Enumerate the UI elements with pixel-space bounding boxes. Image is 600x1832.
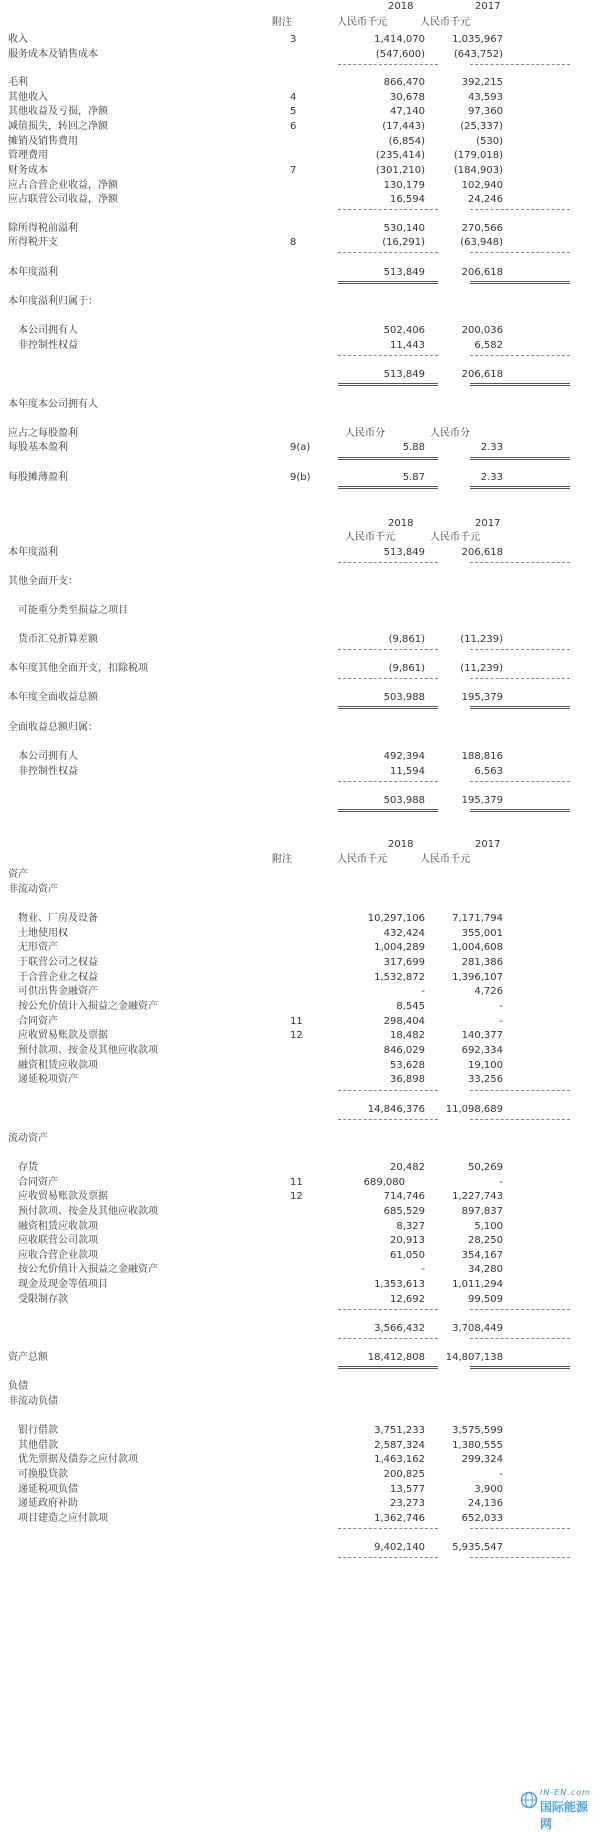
subtotal-rule — [470, 1309, 570, 1310]
bs-row: 无形资产 1,004,289 1,004,608 — [18, 942, 503, 953]
total-rule — [338, 1366, 438, 1369]
bs-header-unit-2018: 人民币千元 — [337, 854, 387, 865]
bs-row: 其他借款 2,587,324 1,380,555 — [18, 1440, 503, 1451]
bs-row: 物业、厂房及设备 10,297,106 7,171,794 — [18, 913, 503, 924]
subtotal-rule — [470, 209, 570, 210]
subtotal-rule — [338, 252, 438, 253]
subtotal-rule — [338, 1309, 438, 1310]
subtotal-rule — [338, 355, 438, 356]
comp-row: 本年度全面收益总额 503,988 195,379 — [8, 692, 503, 703]
subtotal-rule — [338, 1338, 438, 1339]
comp-header-2017: 2017 — [475, 518, 501, 529]
comp-row: 其他全面开支： — [8, 576, 78, 587]
bs-row: 优先票据及债券之应付款项 1,463,162 299,324 — [18, 1454, 503, 1465]
income-row: 服务成本及销售成本 (547,600) (643,752) — [8, 49, 503, 60]
bs-row: 预付款项、按金及其他应收款项 685,529 897,837 — [18, 1206, 503, 1217]
subtotal-rule — [470, 1528, 570, 1529]
income-row: 应占联营公司收益，净额 16,594 24,246 — [8, 194, 503, 205]
watermark-domain: IN-EN.com — [540, 1788, 591, 1797]
income-header-note: 附注 — [272, 17, 292, 28]
total-rule — [338, 457, 438, 460]
bs-header-note: 附注 — [272, 854, 292, 865]
bs-row: 于合营企业之权益 1,532,872 1,396,107 — [18, 972, 503, 983]
income-row: 本年度溢利归属于： — [8, 296, 98, 307]
bs-row: 合同资产 11 298,404 - — [18, 1016, 503, 1027]
bs-row: 14,846,376 11,098,689 — [367, 1104, 503, 1115]
income-row: 财务成本 7 (301,210) (184,903) — [8, 165, 503, 176]
bs-row: 银行借款 3,751,233 3,575,599 — [18, 1425, 503, 1436]
income-row: 除所得税前溢利 530,140 270,566 — [8, 223, 503, 234]
subtotal-rule — [470, 64, 570, 65]
subtotal-rule — [338, 562, 438, 563]
comp-row: 本年度溢利 513,849 206,618 — [8, 547, 503, 558]
subtotal-rule — [338, 1119, 438, 1120]
total-rule — [470, 706, 570, 709]
subtotal-rule — [338, 1557, 438, 1558]
subtotal-rule — [338, 64, 438, 65]
bs-header-years — [0, 838, 600, 851]
income-row: 513,849 206,618 — [383, 369, 503, 380]
subtotal-rule — [470, 1557, 570, 1558]
bs-row: 流动资产 — [8, 1133, 48, 1144]
bs-header-unit-2017: 人民币千元 — [420, 854, 470, 865]
bs-header-2018: 2018 — [388, 839, 414, 850]
income-header-2018: 2018 — [388, 1, 414, 12]
income-row: 每股基本盈利 9(a) 5.88 2.33 — [8, 442, 503, 453]
bs-row: 存货 20,482 50,269 — [18, 1162, 503, 1173]
comp-header-unit-2018: 人民币千元 — [345, 532, 395, 543]
income-row: 应占之每股盈利 人民币分 人民币分 — [8, 428, 470, 439]
bs-row: 预付款项、按金及其他应收款项 846,029 692,334 — [18, 1045, 503, 1056]
bs-row: 3,566,432 3,708,449 — [374, 1323, 503, 1334]
income-row: 毛利 866,470 392,215 — [8, 77, 503, 88]
total-rule — [338, 281, 438, 284]
bs-row: 非流动负债 — [8, 1396, 58, 1407]
bs-row: 应收贸易账款及票据 12 714,746 1,227,743 — [18, 1191, 503, 1202]
bs-row: 按公允价值计入损益之金融资产 8,545 - — [18, 1001, 503, 1012]
income-row: 本公司拥有人 502,406 200,036 — [18, 325, 503, 336]
bs-row: 递延税项资产 36,898 33,256 — [18, 1074, 503, 1085]
total-rule — [338, 809, 438, 812]
income-header-unit-2018: 人民币千元 — [337, 17, 387, 28]
bs-row: 融资租赁应收款项 8,327 5,100 — [18, 1221, 503, 1232]
income-row: 管理费用 (235,414) (179,018) — [8, 150, 503, 161]
total-rule — [338, 706, 438, 709]
comp-header-years — [0, 517, 600, 530]
subtotal-rule — [338, 209, 438, 210]
bs-row: 递延政府补助 23,273 24,136 — [18, 1498, 503, 1509]
bs-row: 应收合营企业款项 61,050 354,167 — [18, 1250, 503, 1261]
bs-row: 非流动资产 — [8, 884, 58, 895]
subtotal-rule — [470, 678, 570, 679]
bs-row: 应收联营公司款项 20,913 28,250 — [18, 1235, 503, 1246]
income-header-units — [0, 16, 600, 29]
bs-row: 土地使用权 432,424 355,001 — [18, 928, 503, 939]
income-row: 非控制性权益 11,443 6,582 — [18, 340, 503, 351]
income-header-years — [0, 0, 600, 13]
income-row: 应占合营企业收益，净额 130,179 102,940 — [8, 180, 503, 191]
bs-row: 9,402,140 5,935,547 — [374, 1542, 503, 1553]
comp-row: 503,988 195,379 — [383, 795, 503, 806]
subtotal-rule — [338, 1090, 438, 1091]
bs-row: 可换股贷款 200,825 - — [18, 1469, 503, 1480]
comp-header-units — [0, 531, 600, 544]
subtotal-rule — [338, 678, 438, 679]
bs-row: 递延税项负债 13,577 3,900 — [18, 1484, 503, 1495]
globe-icon — [520, 1791, 538, 1809]
comp-row: 可能重分类至损益之项目 — [18, 605, 128, 616]
subtotal-rule — [470, 1090, 570, 1091]
bs-row: 融资租赁应收款项 53,628 19,100 — [18, 1060, 503, 1071]
bs-row: 资产总额 18,412,808 14,807,138 — [8, 1352, 503, 1363]
total-rule — [470, 457, 570, 460]
subtotal-rule — [338, 649, 438, 650]
income-row: 收入 3 1,414,070 1,035,967 — [8, 34, 503, 45]
subtotal-rule — [470, 1338, 570, 1339]
comp-header-unit-2017: 人民币千元 — [430, 532, 480, 543]
total-rule — [470, 809, 570, 812]
bs-row: 按公允价值计入损益之金融资产 - 34,280 — [18, 1264, 503, 1275]
total-rule — [470, 486, 570, 489]
income-row: 减值损失，转回之净额 6 (17,443) (25,337) — [8, 121, 503, 132]
comp-row: 货币汇兑折算差额 (9,861) (11,239) — [18, 634, 503, 645]
watermark-brand: 国际能源网 — [540, 1800, 589, 1831]
comp-row: 本公司拥有人 492,394 188,816 — [18, 751, 503, 762]
total-rule — [470, 383, 570, 386]
bs-row: 于联营公司之权益 317,699 281,386 — [18, 957, 503, 968]
total-rule — [470, 281, 570, 284]
subtotal-rule — [470, 649, 570, 650]
subtotal-rule — [470, 252, 570, 253]
subtotal-rule — [470, 562, 570, 563]
bs-row: 资产 — [8, 869, 28, 880]
income-row: 每股摊薄盈利 9(b) 5.87 2.33 — [8, 472, 503, 483]
bs-row: 应收贸易账款及票据 12 18,482 140,377 — [18, 1030, 503, 1041]
subtotal-rule — [470, 1119, 570, 1120]
bs-row: 受限制存款 12,692 99,509 — [18, 1294, 503, 1305]
income-row: 其他收益及亏损，净额 5 47,140 97,360 — [8, 106, 503, 117]
total-rule — [470, 1366, 570, 1369]
comp-row: 全面收益总额归属： — [8, 722, 98, 733]
bs-row: 负债 — [8, 1381, 28, 1392]
comp-header-2018: 2018 — [388, 518, 414, 529]
income-row: 本年度溢利 513,849 206,618 — [8, 267, 503, 278]
income-row: 其他收入 4 30,678 43,593 — [8, 92, 503, 103]
bs-row: 合同资产 11 689,080 - — [18, 1177, 503, 1188]
income-header-2017: 2017 — [475, 1, 501, 12]
bs-row: 现金及现金等值项目 1,353,613 1,011,294 — [18, 1279, 503, 1290]
income-row: 摊销及销售费用 (6,854) (530) — [8, 136, 503, 147]
comp-row: 非控制性权益 11,594 6,563 — [18, 766, 503, 777]
total-rule — [338, 486, 438, 489]
watermark-logo — [520, 1788, 598, 1831]
subtotal-rule — [338, 781, 438, 782]
bs-row: 可供出售金融资产 - 4,726 — [18, 986, 503, 997]
bs-header-2017: 2017 — [475, 839, 501, 850]
bs-header-units — [0, 853, 600, 866]
income-header-unit-2017: 人民币千元 — [420, 17, 470, 28]
income-row: 所得税开支 8 (16,291) (63,948) — [8, 237, 503, 248]
subtotal-rule — [470, 781, 570, 782]
bs-row: 项目建造之应付款项 1,362,746 652,033 — [18, 1513, 503, 1524]
subtotal-rule — [470, 355, 570, 356]
comp-row: 本年度其他全面开支，扣除税项 (9,861) (11,239) — [8, 663, 503, 674]
subtotal-rule — [338, 1528, 438, 1529]
total-rule — [338, 383, 438, 386]
income-row: 本年度本公司拥有人 — [8, 399, 98, 410]
